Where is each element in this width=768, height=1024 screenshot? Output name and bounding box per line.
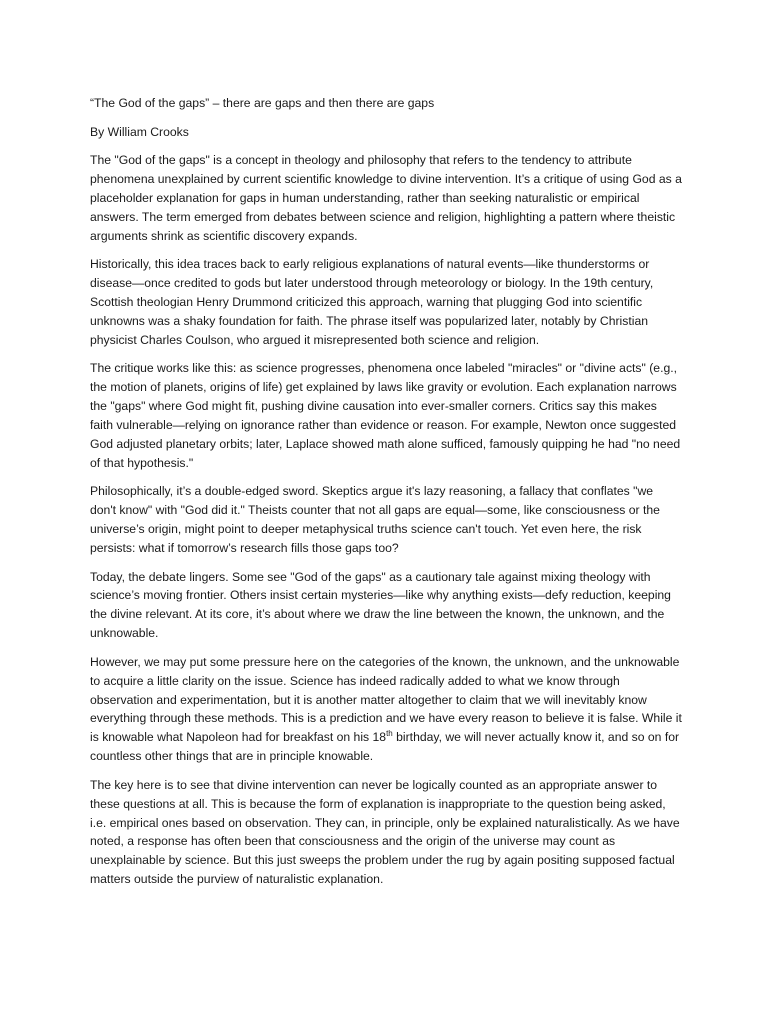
paragraph-2: Historically, this idea traces back to early religious explanations of natural events—like thunderstorms or disease—once credited to gods but later understood through meteorology or biology. In the 19th century, Scottish theologian Henry Drummond criticized this approach, warning that plugging God into scientific unknowns was a shaky foundation for faith. The phrase itself was popularized later, notably by Christian physicist Charles Coulson, who argued it misrepresented both science and religion.: [90, 257, 654, 347]
paragraph-6: [90, 653, 682, 766]
paragraph-5: Today, the debate lingers. Some see "God of the gaps" as a cautionary tale against mixing theology with science’s moving frontier. Others insist certain mysteries—like why anything exists—defy reduction, keeping the divine relevant. At its core, it’s about where we draw the line between the known, the unknown, and the unknowable.: [90, 569, 671, 641]
document-page: [90, 94, 682, 899]
document-title: “The God of the gaps” – there are gaps and then there are gaps: [90, 96, 435, 110]
paragraph-4: Philosophically, it’s a double-edged sword. Skeptics argue it's lazy reasoning, a fallacy that conflates "we don't know" with "God did it." Theists counter that not all gaps are equal—some, like consciousness or the universe’s origin, might point to deeper metaphysical truths science can't touch. Yet even here, the risk persists: what if tomorrow’s research fills those gaps too?: [90, 484, 660, 555]
paragraph-7: The key here is to see that divine intervention can never be logically counted as an appropriate answer to these questions at all. This is because the form of explanation is inappropriate to the question being asked, i.e. empirical ones based on observation. They can, in principle, only be explained naturalistically. As we have noted, a response has often been that consciousness and the origin of the universe may count as unexplainable by science. But this just sweeps the problem under the rug by again positing supposed factual matters outside the purview of naturalistic explanation.: [90, 777, 680, 887]
byline: By William Crooks: [90, 124, 189, 139]
paragraph-6-text-b: birthday, we will never actually know it, and so on for countless other things that are in principle knowable.: [90, 730, 680, 764]
paragraph-6-text-a: However, we may put some pressure here on the categories of the known, the unknown, and the unknowable to acquire a little clarity on the issue. Science has indeed radically added to what we know through observation and experimentation, but it is another matter altogether to claim that we will inevitably know everything through these methods. This is a prediction and we have every reason to believe it is false. While it is knowable what Napoleon had for breakfast on his 18: [90, 654, 682, 745]
ordinal-superscript: th: [386, 729, 393, 739]
paragraph-3: The critique works like this: as science progresses, phenomena once labeled "miracles" or "divine acts" (e.g., the motion of planets, origins of life) get explained by laws like gravity or evolution. Each explanation narrows the "gaps" where God might fit, pushing divine causation into ever-smaller corners. Critics say this makes faith vulnerable—relying on ignorance rather than evidence or reason. For example, Newton once suggested God adjusted planetary orbits; later, Laplace showed math alone sufficed, famously quipping he had "no need of that hypothesis.": [90, 361, 681, 470]
paragraph-1: The "God of the gaps" is a concept in theology and philosophy that refers to the tendency to attribute phenomena unexplained by current scientific knowledge to divine intervention. It’s a critique of using God as a placeholder explanation for gaps in human understanding, rather than seeking naturalistic or empirical answers. The term emerged from debates between science and religion, highlighting a pattern where theistic arguments shrink as scientific discovery expands.: [90, 153, 682, 243]
